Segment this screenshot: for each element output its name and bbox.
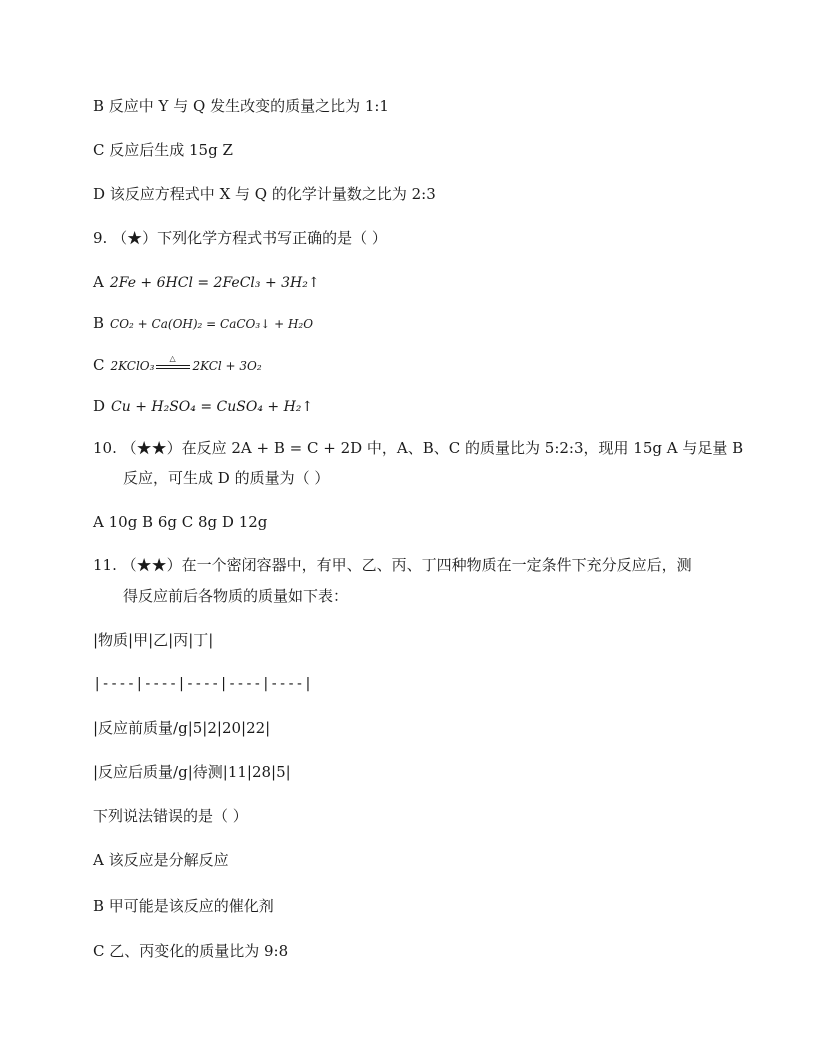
- q8-option-b: B 反应中 Y 与 Q 发生改变的质量之比为 1:1: [93, 97, 389, 115]
- equation: CO₂ + Ca(OH)₂ = CaCO₃↓ + H₂O: [110, 317, 314, 331]
- q10-stem-line2: 反应，可生成 D 的质量为（ ）: [123, 469, 330, 487]
- equation: Cu + H₂SO₄ = CuSO₄ + H₂↑: [111, 399, 314, 415]
- heating-triangle: △: [169, 354, 176, 363]
- q11-option-b: B 甲可能是该反应的催化剂: [93, 897, 274, 915]
- q11-stem-line2: 得反应前后各物质的质量如下表：: [123, 587, 349, 605]
- table-separator-row: |----|----|----|----|----|: [93, 676, 313, 692]
- q11-option-c: C 乙、丙变化的质量比为 9:8: [93, 942, 289, 960]
- option-label: A: [93, 273, 104, 291]
- equation-right: 2KCl + 3O₂: [192, 359, 262, 373]
- option-label: C: [93, 356, 105, 374]
- q9-stem: 9. （★）下列化学方程式书写正确的是（ ）: [93, 229, 387, 247]
- equation: 2Fe + 6HCl = 2FeCl₃ + 3H₂↑: [109, 275, 320, 291]
- q10-stem-line1: 10. （★★）在反应 2A + B = C + 2D 中，A、B、C 的质量比为 5:2:3，现用 15g A 与足量 B: [93, 439, 744, 457]
- option-label: D: [93, 397, 106, 415]
- table-row-before: |反应前质量/g|5|2|20|22|: [93, 719, 271, 737]
- q8-option-d: D 该反应方程式中 X 与 Q 的化学计量数之比为 2:3: [93, 185, 436, 203]
- q10-options: A 10g B 6g C 8g D 12g: [93, 513, 268, 531]
- q9-option-d: [93, 396, 313, 417]
- table-row-after: |反应后质量/g|待测|11|28|5|: [93, 763, 291, 781]
- table-header-row: |物质|甲|乙|丙|丁|: [93, 631, 214, 649]
- q9-option-a: [93, 272, 320, 293]
- q9-option-c: [93, 355, 262, 376]
- q11-prompt: 下列说法错误的是（ ）: [93, 807, 248, 825]
- heating-condition-sign: [156, 354, 190, 373]
- q11-stem-line1: 11. （★★）在一个密闭容器中，有甲、乙、丙、丁四种物质在一定条件下充分反应后，测: [93, 556, 692, 574]
- q8-option-c: C 反应后生成 15g Z: [93, 141, 233, 159]
- q9-option-b: [93, 313, 313, 334]
- option-label: B: [93, 314, 105, 332]
- q11-option-a: A 该反应是分解反应: [93, 851, 229, 869]
- equation-left: 2KClO₃: [110, 359, 155, 373]
